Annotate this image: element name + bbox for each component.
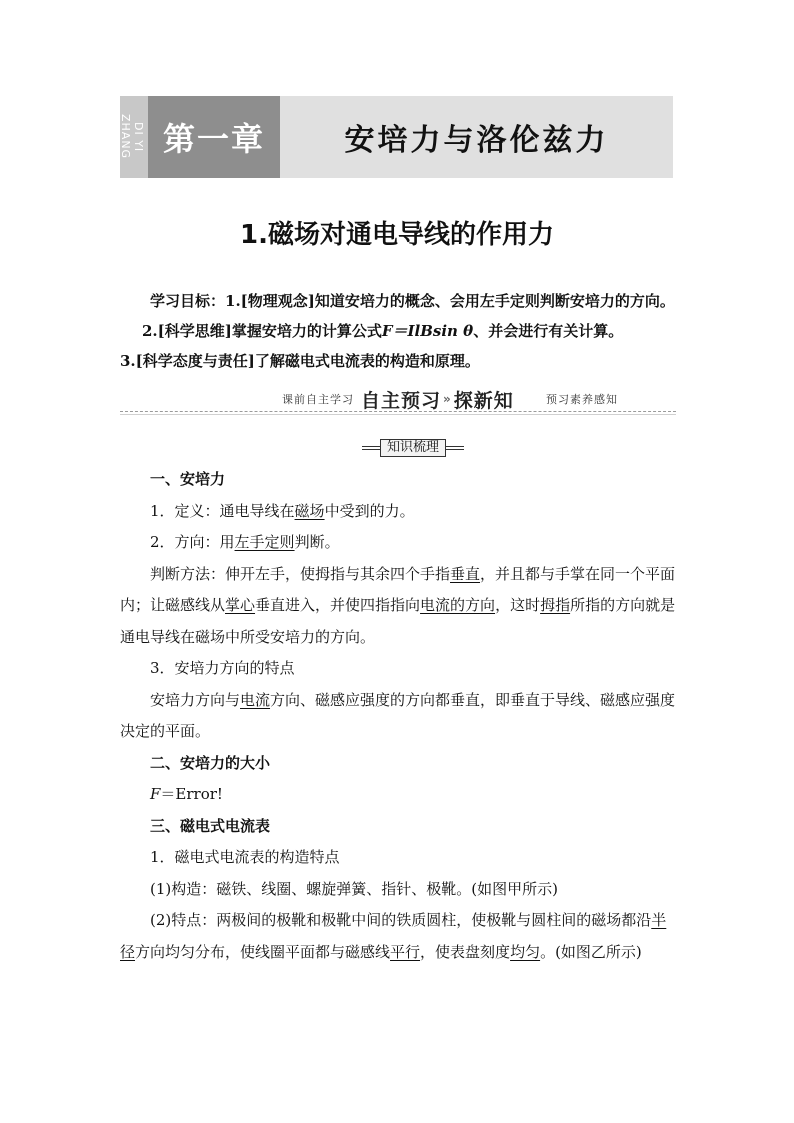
ampere-force-formula: F＝IlBsin θ [381,322,474,340]
knowledge-header-label: 知识梳理 [380,439,446,457]
objective-2-text: 2.[科学思维]掌握安培力的计算公式 [142,322,382,340]
knowledge-header-rule-left [362,446,380,450]
objective-1: 学习目标：1.[物理观念]知道安培力的概念、会用左手定则判断安培力的方向。 [150,292,675,310]
knowledge-header [362,439,464,457]
preview-heading-right: 探新知 [453,389,514,412]
heading-force-magnitude: 二、安培力的大小 [150,753,271,772]
answer-blank: 垂直 [450,564,481,583]
chapter-title-box [280,96,673,178]
formula-line: F＝Error! [150,785,223,803]
direction-line: 2．方向：用左手定则判断。 [150,533,340,551]
answer-blank: 均匀 [510,942,541,961]
learning-objectives [120,286,676,376]
chapter-number-box [148,96,280,178]
answer-blank: 左手定则 [234,533,295,551]
chapter-banner [120,96,673,178]
answer-blank: 半径 [120,911,667,961]
answer-blank: 电流 [240,690,271,709]
galvanometer-structure: (1)构造：磁铁、线圈、螺旋弹簧、指针、极靴。(如图甲所示) [150,879,558,898]
chapter-side-tab [120,96,148,178]
galvanometer-features-title: 1．磁电式电流表的构造特点 [150,848,340,866]
preview-main-heading [361,386,514,412]
chapter-number: 第一章 [162,120,265,158]
galvanometer-characteristics: (2)特点：两极间的极靴和极靴中间的铁质圆柱，使极靴与圆柱间的磁场都沿半径方向均匀分布，使线圈平面都与磁感线平行，使表盘刻度均匀。(如图乙所示) [120,911,667,961]
preview-heading-left: 自主预习 [361,389,442,412]
section-title: 1.磁场对通电导线的作用力 [240,220,554,250]
answer-blank: 电流的方向 [420,596,496,614]
answer-blank: 平行 [390,942,421,961]
answer-blank: 拇指 [540,596,571,614]
preview-left-caption: 课前自主学习 [282,393,354,406]
definition-line: 1．定义：通电导线在磁场中受到的力。 [150,501,415,520]
answer-blank: 磁场 [294,501,325,520]
knowledge-header-rule-right [446,446,464,450]
chapter-pinyin-label: DI YI ZHANG [119,114,145,160]
preview-divider-lower [120,414,676,415]
heading-galvanometer: 三、磁电式电流表 [150,816,271,835]
judgment-method: 判断方法：伸开左手，使拇指与其余四个手指垂直，并且都与手掌在同一个平面内；让磁感线从掌心垂直进入，并使四指指向电流的方向，这时拇指所指的方向就是通电导线在磁场中所受安培力的方向。 [120,564,676,646]
main-content [120,464,676,968]
chapter-title: 安培力与洛伦兹力 [344,123,609,158]
objective-3: 3.[科学态度与责任]了解磁电式电流表的构造和原理。 [120,352,480,370]
preview-right-caption: 预习素养感知 [546,393,618,406]
double-chevron-icon: » [443,392,452,406]
direction-features-text: 安培力方向与电流方向、磁感应强度的方向都垂直，即垂直于导线、磁感应强度决定的平面。 [120,690,676,740]
heading-ampere-force: 一、安培力 [150,470,226,488]
answer-blank: 掌心 [225,596,256,614]
direction-features-title: 3．安培力方向的特点 [150,659,295,677]
objective-2-suffix: 、并会进行有关计算。 [473,322,624,340]
